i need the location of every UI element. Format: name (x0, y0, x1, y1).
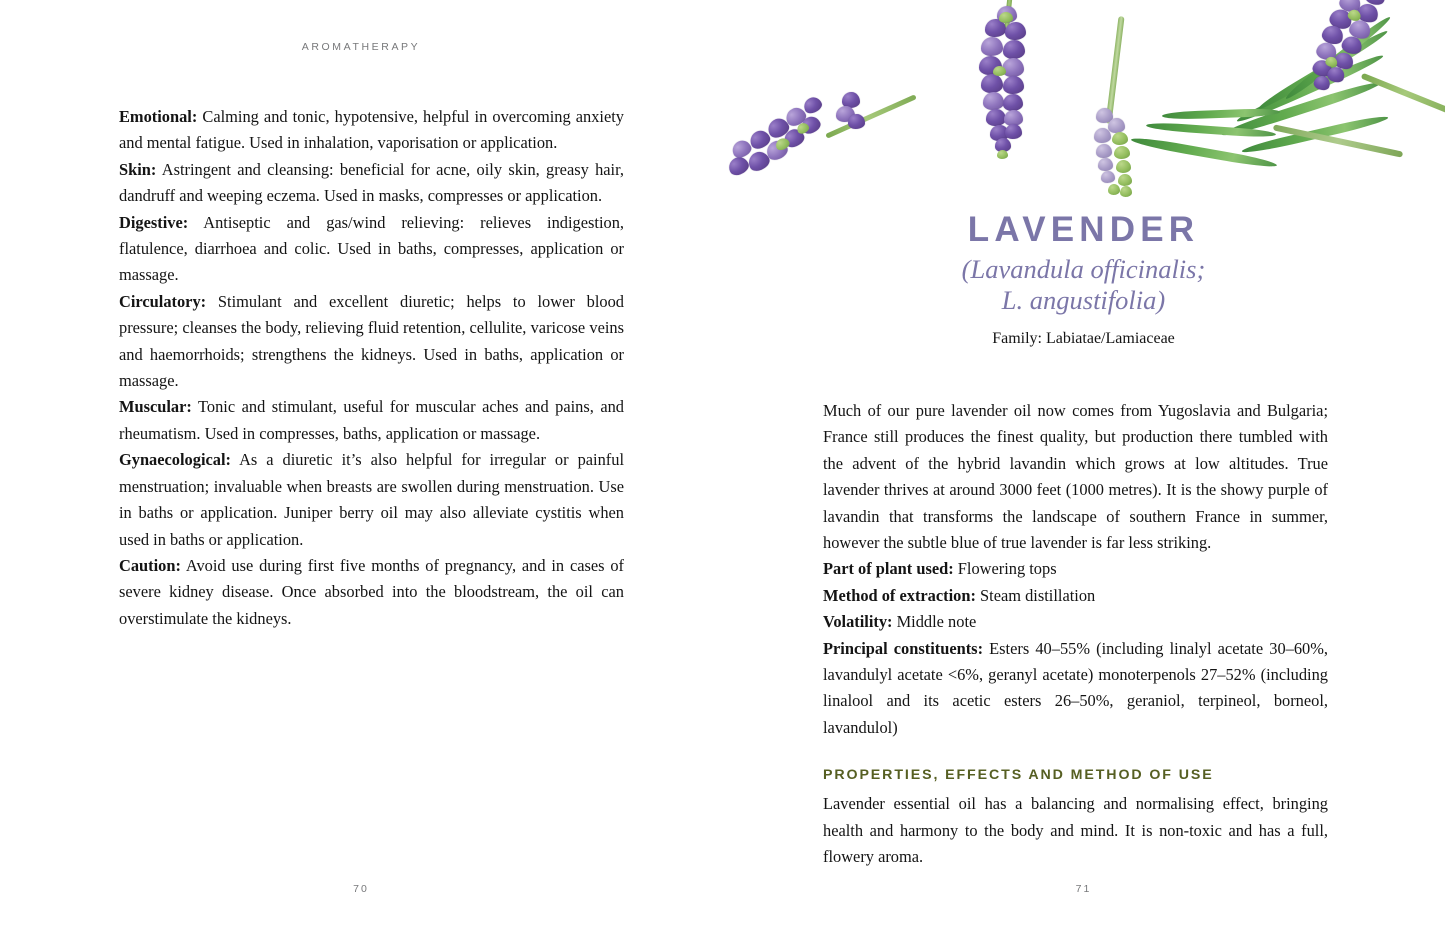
text-circulatory: Stimulant and excellent diuretic; helps to lower blood pressure; cleanses the body, relieving fluid retention, cellulite, varicose veins and haemorrhoids; strengthens the kidneys. Used in baths, application or massage. (119, 291, 624, 391)
label-emotional: Emotional: (119, 107, 198, 126)
label-method-of-extraction: Method of extraction: (823, 585, 976, 605)
text-volatility: Middle note (892, 612, 977, 632)
folio-right: 71 (1075, 883, 1092, 895)
detail-part-of-plant (823, 556, 1328, 582)
label-volatility: Volatility: (823, 612, 893, 632)
label-circulatory: Circulatory: (119, 291, 207, 311)
label-gynaecological: Gynaecological: (119, 450, 231, 470)
paragraph-properties-body: Lavender essential oil has a balancing and normalising effect, bringing health and harmony to the body and mind. It is non-toxic and has a full, flowery aroma. (823, 794, 1328, 867)
text-digestive: Antiseptic and gas/wind relieving: relieves indigestion, flatulence, diarrhoea and colic. Used in baths, compresses, application or massage. (119, 212, 624, 285)
folio-left: 70 (353, 883, 369, 895)
paragraph-circulatory (119, 289, 624, 395)
page-title: LAVENDER (967, 210, 1200, 249)
text-gynaecological: As a diuretic it’s also helpful for irregular or painful menstruation; invaluable when breasts are swollen during menstruation. Use in baths or application. Juniper berry oil may also alleviate cystitis when used in baths or application. (119, 450, 624, 549)
right-page (722, 0, 1445, 945)
detail-volatility (823, 609, 1328, 635)
label-part-of-plant: Part of plant used: (823, 559, 954, 579)
paragraph-emotional (119, 104, 624, 157)
text-emotional: Calming and tonic, hypotensive, helpful in overcoming anxiety and mental fatigue. Used in inhalation, vaporisation or application. (119, 107, 624, 153)
paragraph-muscular (119, 394, 624, 447)
detail-principal-constituents (823, 636, 1328, 742)
paragraph-digestive (119, 210, 624, 289)
text-skin: Astringent and cleansing: beneficial for acne, oily skin, greasy hair, dandruff and weeping eczema. Used in masks, compresses or application. (119, 159, 624, 206)
paragraph-intro: Much of our pure lavender oil now comes from Yugoslavia and Bulgaria; France still produces the finest quality, but production there tumbled with the advent of the hybrid lavandin which grows at low altitudes. True lavender thrives at around 3000 feet (1000 metres). It is the showy purple of lavandin that transforms the landscape of southern France in summer, however the subtle blue of true lavender is far less striking. (823, 401, 1328, 553)
paragraph-gynaecological (119, 447, 624, 553)
detail-method-of-extraction (823, 583, 1328, 609)
label-skin: Skin: (119, 159, 157, 179)
section-heading-properties: PROPERTIES, EFFECTS AND METHOD OF USE (823, 767, 1214, 784)
lavender-spike-vertical-image (975, 0, 1037, 188)
running-head: AROMATHERAPY (301, 41, 421, 53)
plant-title-block (722, 212, 1445, 348)
text-method-of-extraction: Steam distillation (975, 585, 1096, 605)
label-principal-constituents: Principal constituents: (823, 638, 984, 658)
latin-name-line-1: (Lavandula officinalis; (961, 253, 1206, 284)
text-part-of-plant: Flowering tops (953, 559, 1057, 579)
label-muscular: Muscular: (119, 397, 192, 417)
plant-family: Family: Labiatae/Lamiaceae (992, 329, 1175, 347)
paragraph-caution (119, 553, 624, 632)
label-caution: Caution: (119, 555, 181, 575)
lavender-rosemary-photo (722, 0, 1445, 200)
text-muscular: Tonic and stimulant, useful for muscular aches and pains, and rheumatism. Used in compresses, baths, application or massage. (119, 397, 624, 443)
text-caution: Avoid use during first five months of pregnancy, and in cases of severe kidney disease. Once absorbed into the bloodstream, the oil can overstimulate the kidneys. (119, 555, 624, 628)
lavender-sprig-right-image (1286, 0, 1445, 194)
lavender-sprig-diagonal-image (722, 84, 938, 179)
latin-name-line-2: L. angustifolia) (1001, 284, 1166, 315)
text-principal-constituents: Esters 40–55% (including linalyl acetate 30–60%, lavandulyl acetate <6%, geranyl acetate) monoterpenols 27–52% (including linalool and its acetic esters 26–50%, geraniol, terpineol, borneol, lavandulol) (823, 638, 1328, 737)
left-column-text (119, 104, 624, 632)
label-digestive: Digestive: (119, 212, 189, 232)
left-page (0, 0, 722, 945)
paragraph-skin (119, 157, 624, 210)
right-column-text (823, 398, 1328, 871)
